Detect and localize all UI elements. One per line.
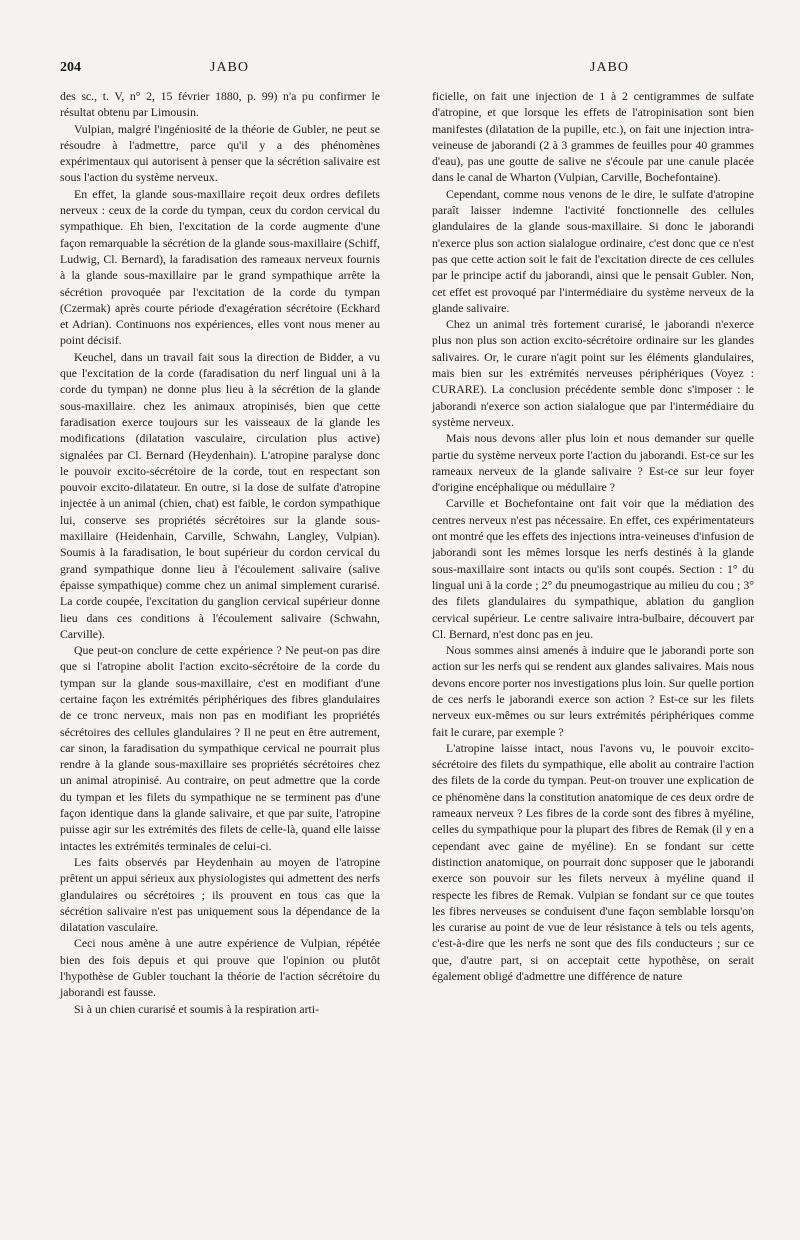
running-head-right: JABO bbox=[590, 60, 630, 75]
paragraph: Vulpian, malgré l'ingéniosité de la théorie de Gubler, ne peut se résoudre à l'admettre, parce qu'il y a des phénomènes expérimentaux qui autorisent à penser que la sécrétion salivaire est sous l'action du système nerveux. bbox=[60, 121, 380, 185]
paragraph: Mais nous devons aller plus loin et nous demander sur quelle partie du système nerveux porte l'action du jaborandi. Est-ce sur les rameaux nerveux de la glande salivaire ? Est-ce sur leur foyer d'origine encéphalique ou médullaire ? bbox=[432, 431, 754, 495]
paragraph: En effet, la glande sous-maxillaire reçoit deux ordres defilets nerveux : ceux de la corde du tympan, ceux du cordon cervical du sympathique. Eh bien, l'excitation de la corde augmente d'une façon remarquable la sécrétion de la glande sous-maxillaire (Schiff, Ludwig, Cl. Bernard), la faradisation des rameaux nerveux fournis à la glande sous-maxillaire par le grand sympathique arrête la sécrétion provoquée par l'excitation de la corde du tympan (Czermak) après courte période d'exagération sécrétoire (Eckhard et Adrian). Continuons nos expériences, elles vont nous mener au point décisif. bbox=[60, 186, 380, 348]
paragraph: Que peut-on conclure de cette expérience ? Ne peut-on pas dire que si l'atropine abolit l'action excito-sécrétoire de la corde du tympan sur la glande sous-maxillaire, c'est en modifiant d'une certaine façon les extrémités périphériques des fibres glandulaires de ce tronc nerveux, mais non pas en modifiant les propriétés sécrétoires des cellules glandulaires ? Il ne peut en être autrement, car sinon, la faradisation du sympathique cervical ne pourrait plus rendre à la glande sous-maxillaire ses propriétés sécrétoires chez un animal atropinisé. Au contraire, on peut admettre que la corde du tympan et les filets du sympathique ne se terminent pas d'une façon identique dans la glande salivaire, et que par suite, l'atropine puisse agir sur les extrémités des filets de celle-là, quand elle laisse intactes les extrémités terminales de celui-ci. bbox=[60, 643, 380, 853]
paragraph: Keuchel, dans un travail fait sous la direction de Bidder, a vu que l'excitation de la corde (faradisation du nerf lingual uni à la corde du tympan) ne donne plus lieu à la sécrétion de la glande sous-maxillaire. chez les animaux atropinisés, bien que cette faradisation exerce toujours sur les vaisseaux de la glande les modifications (dilatation vasculaire, circulation plus active) signalées par Cl. Bernard (Heydenhain). L'atropine paralyse donc le pouvoir excito-sécrétoire de la corde, tout en respectant son pouvoir excito-dilatateur. En outre, si la dose de sulfate d'atropine injectée à un animal (chien, chat) est faible, le cordon sympathique lui, conserve ses propriétés sécrétoires sur la glande sous-maxillaire (Heidenhain, Carville, Schwahn, Langley, Vulpian). Soumis à la faradisation, le bout supérieur du cordon cervical du grand sympathique donne lieu à l'écoulement salivaire (salive épaisse sympathique) comme chez un animal simplement curarisé. La corde coupée, l'excitation du ganglion cervical supérieur donne lieu dans ces conditions à l'écoulement salivaire (Schwahn, Carville). bbox=[60, 349, 380, 641]
left-column bbox=[60, 88, 380, 1017]
paragraph: ficielle, on fait une injection de 1 à 2 centigrammes de sulfate d'atropine, et que lorsque les effets de l'atropinisation sont bien manifestes (dilatation de la pupille, etc.), on fait une injection intra-veineuse de jaborandi (2 à 3 grammes de feuilles pour 40 grammes d'eau), pas une goutte de salive ne s'écoule par une canule placée dans le canal de Wharton (Vulpian, Carville, Bochefontaine). bbox=[432, 89, 754, 185]
running-head-left: JABO bbox=[210, 60, 250, 75]
paragraph: L'atropine laisse intact, nous l'avons vu, le pouvoir excito-sécrétoire des filets du sympathique, elle abolit au contraire l'action des filets de la corde du tympan. Peut-on trouver une explication de ce phénomène dans la constitution anatomique de ces deux ordre de rameaux nerveux ? Les fibres de la corde sont des fibres à myéline, celles du sympathique pour la plupart des fibres de Remak (il y en a cependant avec gaine de myéline). En se fondant sur cette distinction anatomique, on pourrait donc supposer que le jaborandi exerce son pouvoir sur les filets nerveux à myéline quand il respecte les fibres de Remak. Vulpian se fondant sur ce que toutes les fibres nerveuses se conduisent d'une façon semblable lorsqu'on les curarise au point de vue de leur résistance à tels ou tels agents, c'est-à-dire que les nerfs ne sont que des fils conducteurs ; sur ce que, d'autre part, si on acceptait cette hypothèse, on serait également obligé d'admettre une différence de nature bbox=[432, 740, 754, 984]
paragraph: Ceci nous amène à une autre expérience de Vulpian, répétée bien des fois depuis et qui prouve que l'opinion ou plutôt l'hypothèse de Gubler touchant la théorie de l'action sécrétoire du jaborandi est fausse. bbox=[60, 936, 380, 1000]
page-header bbox=[60, 58, 750, 78]
paragraph: Cependant, comme nous venons de le dire, le sulfate d'atropine paraît laisser indemne l'activité fonctionnelle des cellules glandulaires de la glande sous-maxillaire. Si donc le jaborandi n'exerce plus son action sialalogue ordinaire, c'est donc que ce n'est pas que cette action soit le fait de l'excitation directe de ces cellules par le principe actif du jaborandi, ainsi que le pensait Gubler. Non, cet effet est provoqué par l'intermédiaire du système nerveux de la glande salivaire. bbox=[432, 186, 754, 315]
paragraph: Carville et Bochefontaine ont fait voir que la médiation des centres nerveux n'est pas nécessaire. En effet, ces expérimentateurs ont montré que les effets des injections intra-veineuses d'infusion de jaborandi sont les mêmes lorsque les nerfs destinés à la glande sous-maxillaire sont intacts ou qu'ils sont coupés. Section : 1° du lingual uni à la corde ; 2° du pneumogastrique au milieu du cou ; 3° des filets glandulaires du sympathique, ablation du ganglion cervical supérieur. Le centre salivaire intra-bulbaire, découvert par Cl. Bernard, n'est donc pas en jeu. bbox=[432, 496, 754, 641]
paragraph: des sc., t. V, n° 2, 15 février 1880, p. 99) n'a pu confirmer le résultat obtenu par Limousin. bbox=[60, 89, 380, 120]
paragraph: Les faits observés par Heydenhain au moyen de l'atropine prêtent un appui sérieux aux physiologistes qui admettent des nerfs glandulaires ou sécrétoires ; ils prouvent en tous cas que la sécrétion salivaire n'est pas uniquement sous la dépendance de la dilatation vasculaire. bbox=[60, 854, 380, 935]
paragraph: Si à un chien curarisé et soumis à la respiration arti- bbox=[74, 1001, 320, 1016]
right-column bbox=[432, 88, 754, 984]
page-number: 204 bbox=[60, 60, 81, 75]
paragraph: Chez un animal très fortement curarisé, le jaborandi n'exerce plus non plus son action excito-sécrétoire ordinaire sur les glandes salivaires. Or, le curare n'agit point sur les éléments glandulaires, mais bien sur les extrémités nerveuses périphériques (Voyez : CURARE). La conclusion précédente semble donc s'imposer : le jaborandi n'exerce son action sialalogue que par l'intermédiaire du système nerveux. bbox=[432, 317, 754, 429]
paragraph: Nous sommes ainsi amenés à induire que le jaborandi porte son action sur les nerfs qui se rendent aux glandes salivaires. Mais nous devons encore porter nos investigations plus loin. Sur quelle portion de ces nerfs le jaborandi exerce son action ? Est-ce sur les filets nerveux eux-mêmes ou sur leurs extrémités périphériques comme fait le curare, par exemple ? bbox=[432, 643, 754, 739]
